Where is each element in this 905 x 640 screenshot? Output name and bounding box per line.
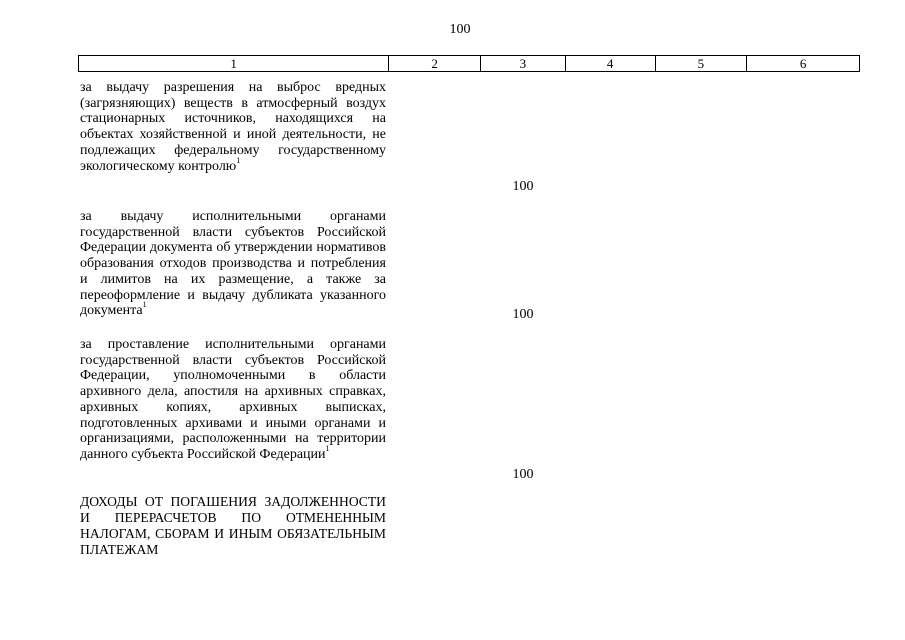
row-text: за проставление исполнительными органами государственной власти субъектов Российской Федерации, уполномоченными в области архивного дела, апостиля на архивных справках, архивных копиях, архивных выписках, подготовленных архивами и иными органами и организациями, расположенными на территории данного субъекта Российской Федерации <box>80 337 386 462</box>
table-row-value: 100 <box>512 307 534 322</box>
table-row-description <box>80 209 386 319</box>
table-row-description <box>80 494 386 558</box>
column-header-5: 5 <box>655 56 747 71</box>
page-number: 100 <box>449 22 471 37</box>
row-text: за выдачу исполнительными органами государственной власти субъектов Российской Федерации документа об утверждении нормативов образования отходов производства и потребления и лимитов на их размещение, а также за переоформление и выдачу дубликата указанного документа <box>80 209 386 319</box>
footnote-marker: 1 <box>325 443 330 453</box>
table-row-value: 100 <box>512 179 534 194</box>
column-header-6: 6 <box>746 56 859 71</box>
table-row-value: 100 <box>512 467 534 482</box>
footnote-marker: 1 <box>236 155 241 165</box>
row-text: за выдачу разрешения на выброс вредных (загрязняющих) веществ в атмосферный воздух стационарных источников, находящихся на объектах хозяйственной и иной деятельности, не подлежащих федеральному государственному экологическому контролю <box>80 80 386 174</box>
column-header-2: 2 <box>388 56 480 71</box>
row-text: ДОХОДЫ ОТ ПОГАШЕНИЯ ЗАДОЛЖЕННОСТИ И ПЕРЕРАСЧЕТОВ ПО ОТМЕНЕННЫМ НАЛОГАМ, СБОРАМ И ИНЫМ ОБЯЗАТЕЛЬНЫМ ПЛАТЕЖАМ <box>80 494 386 557</box>
column-header-4: 4 <box>565 56 655 71</box>
table-row-description <box>80 337 386 463</box>
table-header-row <box>78 55 860 72</box>
column-header-3: 3 <box>480 56 565 71</box>
table-row-description <box>80 80 386 174</box>
column-header-1: 1 <box>230 56 237 71</box>
footnote-marker: 1 <box>142 300 147 310</box>
